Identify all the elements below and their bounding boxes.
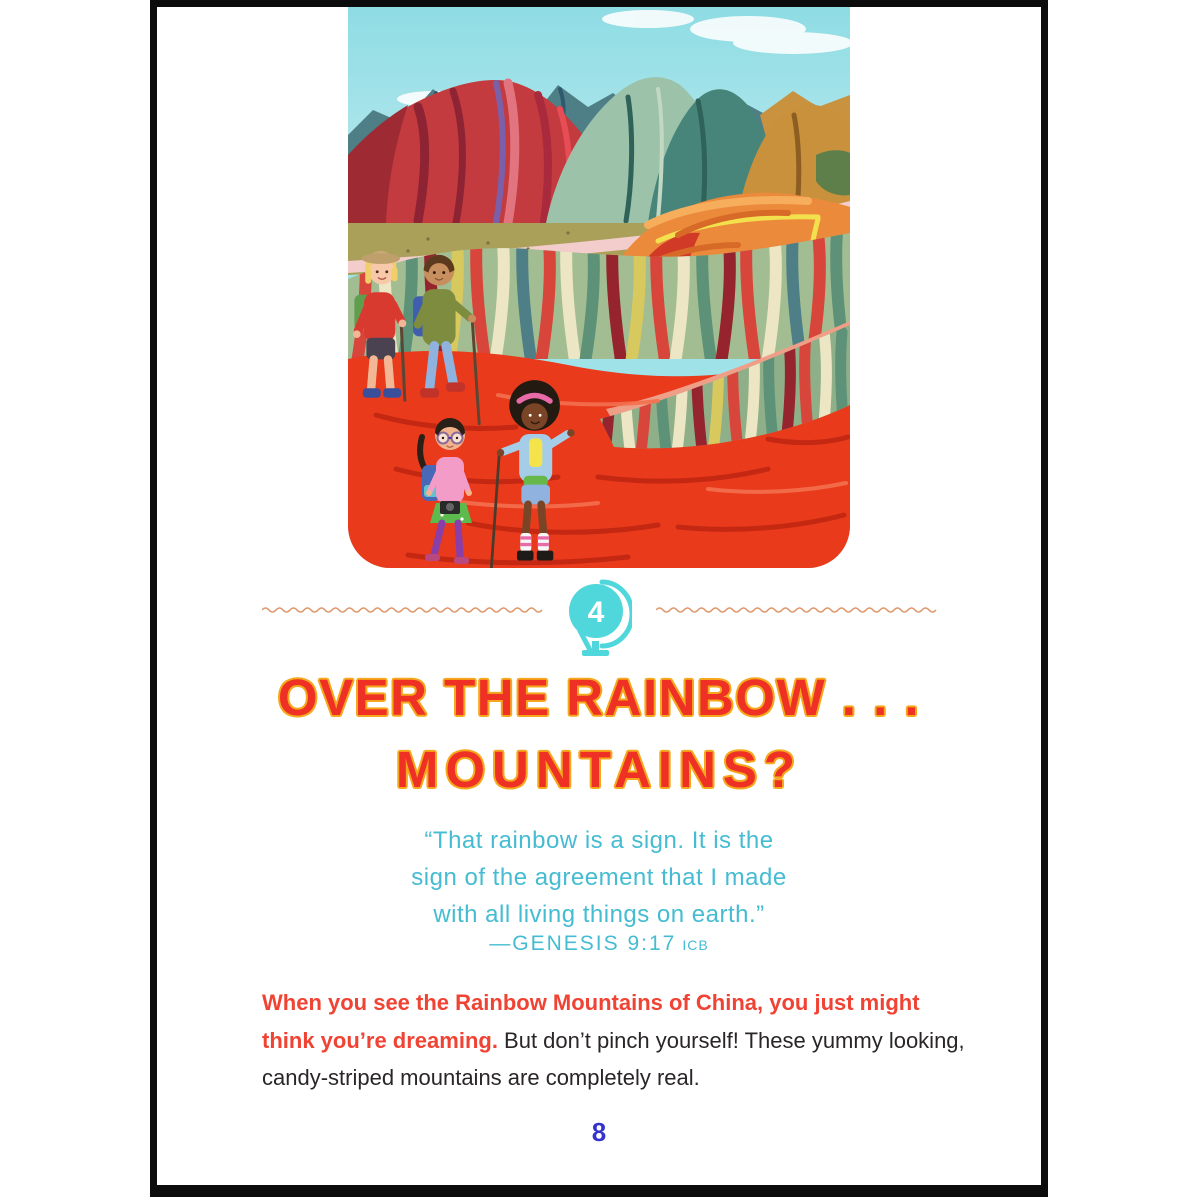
body-line (262, 984, 952, 1022)
body-paragraph (262, 984, 965, 1097)
chapter-title-line2: MOUNTAINS? (395, 741, 803, 798)
zigzag-line-left (262, 604, 544, 614)
verse-line: sign of the agreement that I made (411, 864, 787, 891)
body-line (262, 1059, 952, 1097)
page-number: 8 (591, 1117, 607, 1147)
chapter-illustration (348, 7, 850, 568)
verse-line: “That rainbow is a sign. It is the (424, 827, 774, 854)
chapter-title (157, 662, 1041, 806)
body-text-regular: candy-striped mountains are completely real. (262, 1065, 700, 1090)
verse-line: with all living things on earth.” (433, 901, 765, 928)
verse-translation: ICB (682, 937, 709, 953)
chapter-number: 4 (587, 596, 605, 629)
verse-attribution (157, 932, 1041, 956)
chapter-title-line1: OVER THE RAINBOW . . . (277, 669, 921, 726)
zigzag-line-right (656, 604, 938, 614)
body-text-regular: But don’t pinch yourself! These yummy looking, (497, 1027, 965, 1053)
globe-icon (566, 577, 632, 659)
verse-quote (157, 822, 1041, 933)
body-text-bold: When you see the Rainbow Mountains of China, you just might (262, 990, 920, 1015)
verse-reference: —GENESIS 9:17 (489, 932, 677, 955)
body-text-bold: think you’re dreaming. (262, 1027, 498, 1053)
body-line (262, 1022, 965, 1060)
